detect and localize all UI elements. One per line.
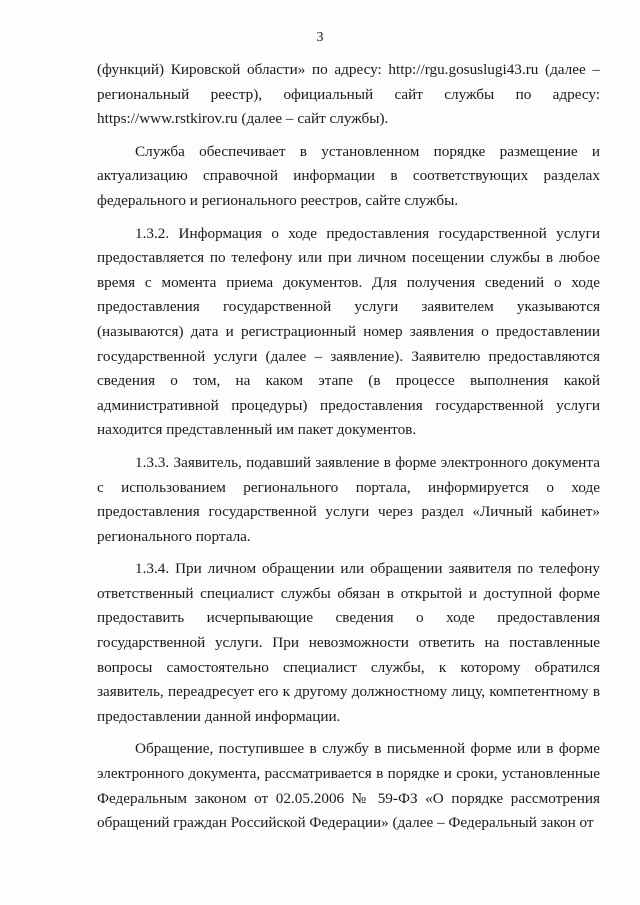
- page-number: 3: [316, 30, 324, 45]
- paragraph: 1.3.4. При личном обращении или обращении заявителя по телефону ответственный специалист службы обязан в открытой и доступной форме предоставить исчерпывающие сведения о ходе предоставления государственной услуги. При невозможности ответить на поставленные вопросы самостоятельно специалист службы, к которому обратился заявитель, переадресует его к другому должностному лицу, компетентному в предоставлении данной информации.: [97, 560, 600, 725]
- paragraph: Служба обеспечивает в установленном порядке размещение и актуализацию справочной информации в соответствующих разделах федерального и регионального реестров, сайте службы.: [97, 142, 600, 209]
- paragraph: Обращение, поступившее в службу в письменной форме или в форме электронного документа, рассматривается в порядке и сроки, установленные Федеральным законом от 02.05.2006 № 59-ФЗ «О порядке рассмотрения обращений граждан Российской Федерации» (далее – Федеральный закон от: [97, 740, 600, 832]
- paragraph: (функций) Кировской области» по адресу: http://rgu.gosuslugi43.ru (далее – региональный реестр), официальный сайт службы по адресу: https://www.rstkirov.ru (далее – сайт службы).: [97, 61, 600, 128]
- paragraph: 1.3.2. Информация о ходе предоставления государственной услуги предоставляется по телефону или при личном посещении службы в любое время с момента приема документов. Для получения сведений о ходе предоставления государственной услуги заявителем указываются (называются) дата и регистрационный номер заявления о предоставлении государственной услуги (далее – заявление). Заявителю предоставляются сведения о том, на каком этапе (в процессе выполнения какой административной процедуры) предоставления государственной услуги находится представленный им пакет документов.: [97, 224, 600, 439]
- paragraph: 1.3.3. Заявитель, подавший заявление в форме электронного документа с использованием регионального портала, информируется о ходе предоставления государственной услуги через раздел «Личный кабинет» регионального портала.: [97, 453, 600, 545]
- document-body: [97, 58, 600, 836]
